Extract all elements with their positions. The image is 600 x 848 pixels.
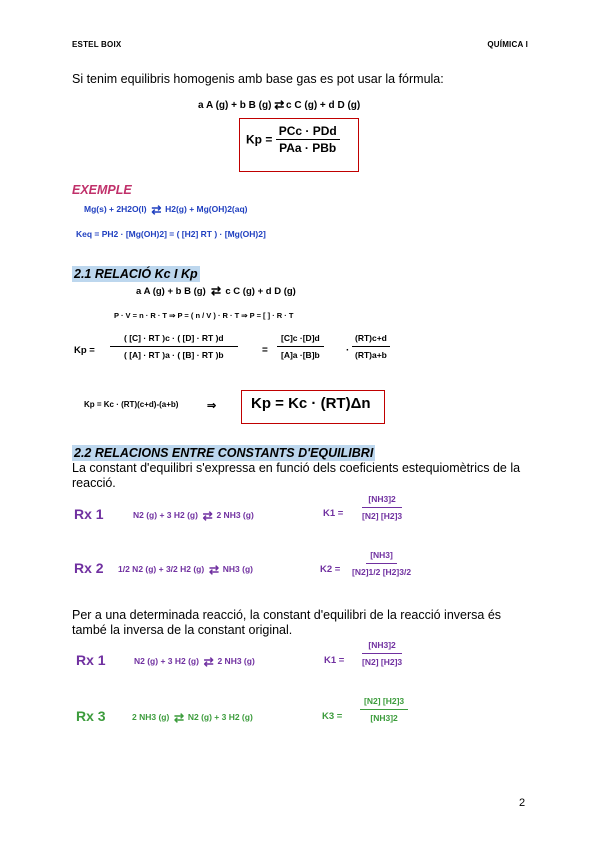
kp-kc-relation-big: Kp = Kc · (RT)Δn [251, 395, 371, 412]
equilibrium-arrow-icon: ⇄ [208, 562, 219, 577]
equilibrium-arrow-icon: ⇄ [202, 508, 212, 523]
k1b-denominator: [N2] [H2]3 [362, 657, 403, 667]
k1b-numerator: [NH3]2 [362, 640, 401, 654]
kp-derivation-frac3 [352, 333, 390, 360]
fraction [356, 640, 408, 667]
example-reaction-lhs: Mg(s) + 2H2O(l) [84, 204, 147, 214]
kp-kc-relation-small: Kp = Kc · (RT)(c+d)-(a+b) [84, 400, 179, 409]
rx2-label: Rx 2 [74, 560, 104, 576]
kp-derivation-frac1 [110, 333, 238, 360]
section1-reaction [136, 286, 296, 297]
k2-label: K2 = [320, 564, 341, 575]
kp-numerator: PCc · PDd [276, 124, 340, 140]
section1-reaction-rhs: c C (g) + d D (g) [225, 286, 296, 297]
rx2-rhs: NH3 (g) [222, 564, 253, 574]
k3-label: K3 = [322, 711, 343, 722]
section-heading-relacio: 2.1 RELACIÓ Kc I Kp [74, 267, 198, 281]
k3-denominator: [NH3]2 [370, 713, 398, 723]
rx1b-label: Rx 1 [76, 652, 106, 668]
k3-numerator: [N2] [H2]3 [360, 696, 408, 710]
rx1b-rhs: 2 NH3 (g) [217, 656, 255, 666]
fraction [277, 333, 324, 360]
frac3-denominator: (RT)a+b [355, 350, 387, 360]
frac1-numerator: ( [C] · RT )c · ( [D] · RT )d [110, 333, 238, 347]
section1-reaction-lhs: a A (g) + b B (g) [136, 286, 206, 297]
kp-label: Kp = [246, 132, 273, 147]
header-author: ESTEL BOIX [72, 40, 122, 49]
frac2-denominator: [A]a ·[B]b [281, 350, 320, 360]
fraction [348, 550, 415, 577]
frac1-denominator: ( [A] · RT )a · ( [B] · RT )b [124, 350, 224, 360]
kp-formula [246, 124, 340, 155]
k2-numerator: [NH3] [366, 550, 397, 564]
kp-denominator: PAa · PBb [279, 141, 337, 155]
equilibrium-arrow-icon: ⇄ [174, 710, 184, 725]
example-reaction-rhs: H2(g) + Mg(OH)2(aq) [165, 204, 248, 214]
rx1b-lhs: N2 (g) + 3 H2 (g) [134, 656, 199, 666]
rx1-label: Rx 1 [74, 506, 104, 522]
k1-fraction [356, 494, 408, 521]
implies-arrow-icon: ⇒ [207, 400, 217, 412]
rx1-lhs: N2 (g) + 3 H2 (g) [133, 510, 198, 520]
k3-fraction [360, 696, 408, 723]
dot-sign: · [346, 345, 350, 356]
kp-label-2: Kp = [74, 345, 95, 356]
section2-text1: La constant d'equilibri s'expressa en funció dels coeficients estequiomètrics de la reacció. [72, 461, 521, 490]
rx3-lhs: 2 NH3 (g) [132, 712, 170, 722]
k1-numerator: [NH3]2 [362, 494, 401, 508]
rx1-reaction [133, 510, 254, 521]
example-reaction [84, 204, 248, 215]
k1-denominator: [N2] [H2]3 [362, 511, 403, 521]
rx3-label: Rx 3 [76, 708, 106, 724]
rx2-lhs: 1/2 N2 (g) + 3/2 H2 (g) [118, 564, 205, 574]
equilibrium-arrow-icon: ⇄ [203, 654, 213, 669]
rx1-rhs: 2 NH3 (g) [216, 510, 254, 520]
rx3-reaction [132, 712, 253, 723]
equilibrium-arrow-icon: ⇄ [211, 284, 221, 299]
k2-fraction [348, 550, 415, 577]
section2-text2: Per a una determinada reacció, la constant d'equilibri de la reacció inversa és també la inversa de la constant original. [72, 608, 502, 637]
example-heading: EXEMPLE [72, 183, 132, 197]
rx1b-reaction [134, 656, 255, 667]
fraction [360, 696, 408, 723]
k2-denominator: [N2]1/2 [H2]3/2 [352, 567, 412, 577]
section-heading-relacions: 2.2 RELACIONS ENTRE CONSTANTS D'EQUILIBRI [74, 446, 374, 460]
k1-label: K1 = [323, 508, 344, 519]
page-number: 2 [519, 797, 526, 809]
intro-reaction-lhs: a A (g) + b B (g) [198, 100, 272, 111]
equilibrium-arrow-icon: ⇄ [151, 202, 161, 217]
rx2-reaction [118, 564, 253, 575]
k1b-fraction [356, 640, 408, 667]
kp-fraction [276, 124, 340, 155]
kp-derivation-frac2 [277, 333, 324, 360]
k1b-label: K1 = [324, 655, 345, 666]
equals-sign: = [262, 345, 268, 356]
frac2-numerator: [C]c ·[D]d [277, 333, 324, 347]
fraction [356, 494, 408, 521]
frac3-numerator: (RT)c+d [352, 333, 390, 347]
header-subject: QUÍMICA I [487, 40, 528, 49]
ideal-gas-law: P · V = n · R · T ⇒ P = ( n / V ) · R · T ⇒ P = [ ] · R · T [114, 311, 294, 320]
equilibrium-arrow-icon: ⇄ [274, 98, 284, 113]
intro-text: Si tenim equilibris homogenis amb base gas es pot usar la fórmula: [72, 72, 444, 86]
fraction [110, 333, 238, 360]
example-keq: Keq = PH2 · [Mg(OH)2] = ( [H2] RT ) · [Mg(OH)2] [76, 229, 266, 239]
fraction [352, 333, 390, 360]
intro-reaction-rhs: c C (g) + d D (g) [286, 100, 361, 111]
intro-reaction [198, 100, 360, 111]
rx3-rhs: N2 (g) + 3 H2 (g) [187, 712, 253, 722]
